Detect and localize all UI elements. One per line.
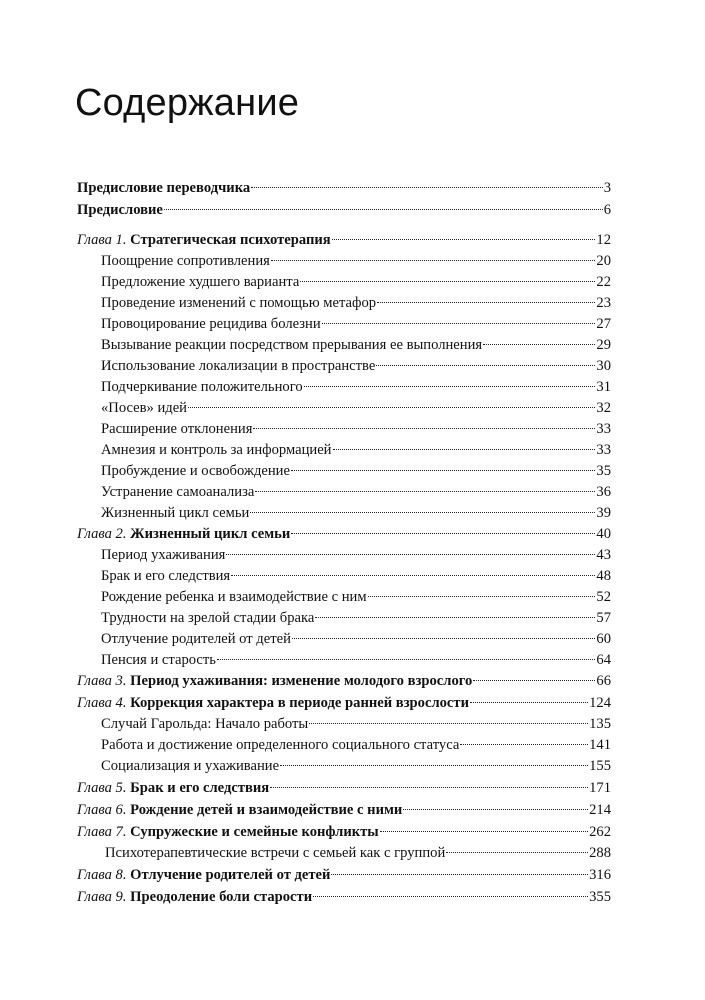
toc-section[interactable] — [101, 608, 611, 629]
toc-chapter-7[interactable] — [77, 822, 611, 843]
dot-leader — [368, 596, 596, 597]
chapter-prefix: Глава 7. — [77, 824, 127, 840]
toc-entry-preface-translator[interactable] — [77, 178, 611, 199]
dot-leader — [250, 512, 595, 513]
dot-leader — [217, 659, 595, 660]
chapter-prefix: Глава 5. — [77, 780, 127, 796]
toc-page-number: 33 — [596, 442, 611, 458]
toc-page-number: 355 — [589, 889, 611, 905]
chapter-prefix: Глава 3. — [77, 673, 127, 689]
dot-leader — [331, 874, 588, 875]
dot-leader — [313, 896, 588, 897]
chapter-prefix: Глава 2. — [77, 526, 127, 542]
dot-leader — [483, 344, 595, 345]
toc-section[interactable] — [101, 566, 611, 587]
toc-entry-title: Расширение отклонения — [101, 421, 253, 437]
dot-leader — [473, 680, 595, 681]
dot-leader — [291, 533, 595, 534]
toc-entry-title: Провоцирование рецидива болезни — [101, 316, 321, 332]
toc-page-number: 31 — [596, 379, 611, 395]
toc-entry-title: Пробуждение и освобождение — [101, 463, 290, 479]
dot-leader — [470, 702, 588, 703]
dot-leader — [164, 209, 603, 210]
toc-page-number: 33 — [596, 421, 611, 437]
dot-leader — [226, 554, 595, 555]
toc-entry-title: Психотерапевтические встречи с семьей как с группой — [105, 845, 446, 861]
toc-entry-title: Вызывание реакции посредством прерывания ее выполнения — [101, 337, 483, 353]
dot-leader — [315, 617, 595, 618]
toc-entry-title: Амнезия и контроль за информацией — [101, 442, 332, 458]
toc-section[interactable] — [101, 545, 611, 566]
page-title: Содержание — [75, 82, 300, 124]
toc-page-number: 141 — [589, 737, 611, 753]
toc-entry-title: Брак и его следствия — [101, 568, 231, 584]
toc-page-number: 316 — [589, 867, 611, 883]
toc-page-number: 27 — [596, 316, 611, 332]
toc-entry-title: Рождение ребенка и взаимодействие с ним — [101, 589, 367, 605]
toc-section[interactable] — [101, 440, 611, 461]
toc-chapter-3[interactable] — [77, 671, 611, 692]
toc-entry-title: Период ухаживания — [101, 547, 226, 563]
dot-leader — [333, 449, 596, 450]
dot-leader — [231, 575, 595, 576]
dot-leader — [270, 787, 588, 788]
toc-page-number: 64 — [596, 652, 611, 668]
toc-page-number: 29 — [596, 337, 611, 353]
toc-chapter-4[interactable] — [77, 693, 611, 714]
chapter-prefix: Глава 6. — [77, 802, 127, 818]
toc-page-number: 288 — [589, 845, 611, 861]
dot-leader — [251, 187, 603, 188]
dot-leader — [309, 723, 588, 724]
toc-section[interactable] — [101, 419, 611, 440]
toc-page-number: 22 — [596, 274, 611, 290]
toc-page-number: 20 — [596, 253, 611, 269]
toc-section[interactable] — [101, 756, 611, 777]
toc-page-number: 3 — [603, 180, 611, 196]
toc-page-number: 214 — [589, 802, 611, 818]
dot-leader — [403, 809, 588, 810]
toc-chapter-6[interactable] — [77, 800, 611, 821]
toc-entry-title: Предисловие переводчика — [77, 180, 251, 196]
chapter-prefix: Глава 4. — [77, 695, 127, 711]
toc-page-number: 32 — [596, 400, 611, 416]
toc-page-number: 171 — [589, 780, 611, 796]
toc-section[interactable] — [101, 461, 611, 482]
toc-entry-title: Социализация и ухаживание — [101, 758, 280, 774]
toc-page-number: 40 — [596, 526, 611, 542]
toc-page-number: 155 — [589, 758, 611, 774]
toc-entry-title: Предисловие — [77, 202, 163, 218]
toc-entry-title: Жизненный цикл семьи — [101, 505, 250, 521]
toc-page-number: 48 — [596, 568, 611, 584]
dot-leader — [377, 302, 595, 303]
toc-entry-title: Период ухаживания: изменение молодого взрослого — [130, 673, 473, 689]
dot-leader — [253, 428, 595, 429]
toc-section[interactable] — [101, 398, 611, 419]
toc-page-number: 43 — [596, 547, 611, 563]
toc-page-number: 124 — [589, 695, 611, 711]
toc-page-number: 135 — [589, 716, 611, 732]
toc-section[interactable] — [101, 356, 611, 377]
toc-section[interactable] — [101, 735, 611, 756]
toc-entry-preface[interactable] — [77, 200, 611, 221]
toc-entry-title: «Посев» идей — [101, 400, 187, 416]
toc-section[interactable] — [101, 314, 611, 335]
toc-section[interactable] — [101, 650, 611, 671]
dot-leader — [300, 281, 595, 282]
dot-leader — [460, 744, 588, 745]
dot-leader — [280, 765, 588, 766]
toc-section[interactable] — [101, 335, 611, 356]
toc-section[interactable] — [101, 629, 611, 650]
chapter-prefix: Глава 8. — [77, 867, 127, 883]
toc-section[interactable] — [101, 714, 611, 735]
toc-chapter-5[interactable] — [77, 778, 611, 799]
toc-entry-title: Рождение детей и взаимодействие с ними — [130, 802, 403, 818]
toc-page-number: 23 — [596, 295, 611, 311]
toc-section[interactable] — [101, 272, 611, 293]
toc-section[interactable] — [101, 503, 611, 524]
toc-entry-title: Стратегическая психотерапия — [130, 232, 331, 248]
toc-page-number: 36 — [596, 484, 611, 500]
toc-entry-title: Супружеские и семейные конфликты — [130, 824, 379, 840]
toc-entry-title: Случай Гарольда: Начало работы — [101, 716, 309, 732]
dot-leader — [380, 831, 588, 832]
dot-leader — [188, 407, 595, 408]
chapter-prefix: Глава 1. — [77, 232, 127, 248]
dot-leader — [304, 386, 596, 387]
toc-page-number: 60 — [596, 631, 611, 647]
toc-entry-title: Предложение худшего варианта — [101, 274, 300, 290]
toc-page-number: 262 — [589, 824, 611, 840]
toc-chapter-9[interactable] — [77, 887, 611, 908]
toc-page-number: 39 — [596, 505, 611, 521]
toc-section[interactable] — [101, 293, 611, 314]
dot-leader — [332, 239, 596, 240]
dot-leader — [376, 365, 595, 366]
toc-entry-title: Отлучение родителей от детей — [130, 867, 331, 883]
toc-entry-title: Трудности на зрелой стадии брака — [101, 610, 315, 626]
dot-leader — [271, 260, 596, 261]
dot-leader — [446, 852, 588, 853]
toc-section[interactable] — [101, 377, 611, 398]
toc-entry-title: Отлучение родителей от детей — [101, 631, 291, 647]
toc-entry-title: Подчеркивание положительного — [101, 379, 303, 395]
toc-entry-title: Работа и достижение определенного социального статуса — [101, 737, 460, 753]
toc-chapter-2[interactable] — [77, 524, 611, 545]
toc-entry-title: Брак и его следствия — [130, 780, 270, 796]
toc-entry-title: Жизненный цикл семьи — [130, 526, 291, 542]
chapter-prefix: Глава 9. — [77, 889, 127, 905]
toc-entry-title: Преодоление боли старости — [130, 889, 313, 905]
toc-page-number: 35 — [596, 463, 611, 479]
dot-leader — [291, 470, 595, 471]
toc-entry-title: Проведение изменений с помощью метафор — [101, 295, 377, 311]
toc-section[interactable] — [101, 587, 611, 608]
toc-entry-title: Коррекция характера в периоде ранней взрослости — [130, 695, 469, 711]
toc-chapter-1[interactable] — [77, 230, 611, 251]
dot-leader — [292, 638, 596, 639]
toc-section[interactable] — [105, 843, 611, 864]
toc-entry-title: Использование локализации в пространстве — [101, 358, 376, 374]
toc-section[interactable] — [101, 251, 611, 272]
toc-page-number: 57 — [596, 610, 611, 626]
toc-page-number: 30 — [596, 358, 611, 374]
toc-entry-title: Устранение самоанализа — [101, 484, 255, 500]
toc-entry-title: Пенсия и старость — [101, 652, 216, 668]
dot-leader — [255, 491, 595, 492]
toc-page-number: 12 — [596, 232, 611, 248]
toc-page-number: 52 — [596, 589, 611, 605]
toc-page-number: 6 — [603, 202, 611, 218]
toc-chapter-8[interactable] — [77, 865, 611, 886]
toc-page-number: 66 — [596, 673, 611, 689]
toc-section[interactable] — [101, 482, 611, 503]
toc-entry-title: Поощрение сопротивления — [101, 253, 270, 269]
dot-leader — [322, 323, 596, 324]
